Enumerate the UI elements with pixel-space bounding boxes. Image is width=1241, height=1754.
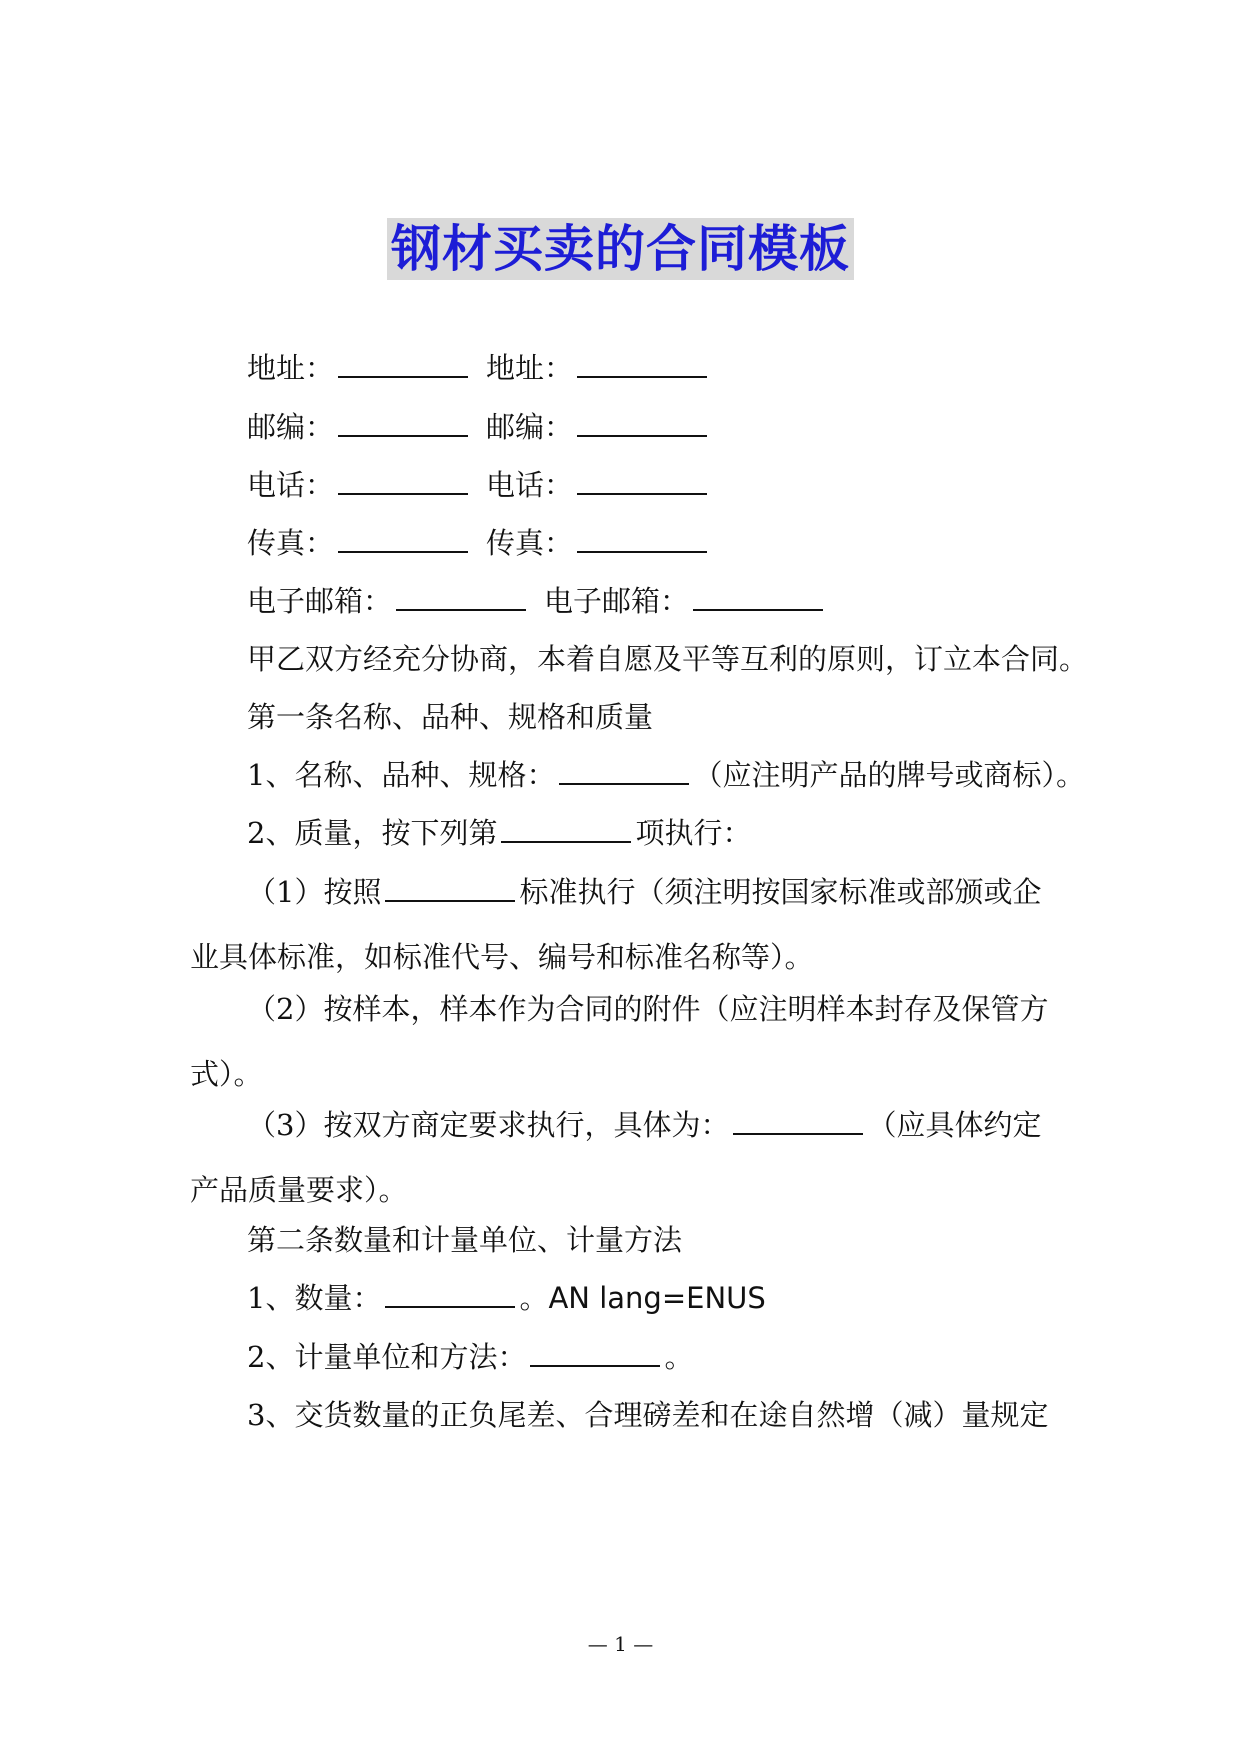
blank-line: [577, 465, 707, 495]
a1-item1: [247, 755, 1127, 795]
article1-heading: 第一条名称、品种、规格和质量: [247, 700, 654, 734]
blank-line: [338, 465, 468, 495]
blank-line: [559, 755, 689, 785]
blank-line: [501, 813, 631, 843]
blank-line: [733, 1105, 863, 1135]
sub2-paragraph: （2）按样本，样本作为合同的附件（应注明样本封存及保管方式）。: [190, 992, 1049, 1091]
field-label: 邮编：: [247, 410, 335, 444]
field-party-b-phone: [486, 465, 711, 505]
a1-item1-prefix: 1、名称、品种、规格：: [247, 758, 556, 792]
blank-line: [530, 1337, 660, 1367]
field-party-a-fax: [247, 523, 472, 563]
field-party-a-address: [247, 348, 472, 388]
blank-line: [396, 581, 526, 611]
intro-paragraph: 甲乙双方经充分协商，本着自愿及平等互利的原则，订立本合同。: [247, 642, 1089, 676]
blank-line: [338, 523, 468, 553]
a2-item1-extra: AN lang=ENUS: [548, 1281, 766, 1315]
article2-heading: 第二条数量和计量单位、计量方法: [247, 1223, 683, 1257]
field-party-a-phone: [247, 465, 472, 505]
field-label: 电子邮箱：: [247, 584, 393, 618]
sub1-paragraph: [190, 860, 1070, 990]
document-title: 钢材买卖的合同模板: [387, 218, 854, 280]
contact-row-phone: [247, 465, 1127, 505]
a2-item2: [247, 1337, 1127, 1377]
field-party-b-postcode: [486, 407, 711, 447]
blank-line: [577, 348, 707, 378]
a2-item3: 3、交货数量的正负尾差、合理磅差和在途自然增（减）量规定: [247, 1398, 1049, 1432]
a2-item2-suffix: 。: [664, 1340, 694, 1374]
a1-item1-suffix: （应注明产品的牌号或商标）。: [693, 758, 1085, 792]
blank-line: [577, 407, 707, 437]
blank-line: [338, 407, 468, 437]
title-wrap: [0, 218, 1241, 280]
a2-item1-prefix: 1、数量：: [247, 1281, 382, 1315]
sub3-suffix: （应具体约定产品质量要求）。: [190, 1108, 1042, 1207]
a1-item2-prefix: 2、质量，按下列第: [247, 816, 498, 850]
sub1-prefix: （1）按照: [247, 875, 382, 909]
field-label: 传真：: [247, 526, 335, 560]
blank-line: [385, 1278, 515, 1308]
field-party-b-fax: [486, 523, 711, 563]
field-party-b-address: [486, 348, 711, 388]
field-label: 电子邮箱：: [544, 584, 690, 618]
a1-item2-suffix: 项执行：: [635, 816, 752, 850]
contact-row-address: [247, 348, 1127, 388]
page-number: — 1 —: [587, 1632, 654, 1656]
field-label: 地址：: [486, 351, 574, 385]
blank-line: [693, 581, 823, 611]
field-label: 电话：: [247, 468, 335, 502]
contact-row-email: [247, 581, 1127, 621]
field-party-b-email: [544, 581, 827, 621]
contact-row-fax: [247, 523, 1127, 563]
a2-item1-suffix: 。: [519, 1281, 549, 1315]
a1-item2: [247, 813, 1127, 853]
field-label: 邮编：: [486, 410, 574, 444]
sub1-suffix: 标准执行（须注明按国家标准或部颁或企业具体标准，如标准代号、编号和标准名称等）。: [190, 875, 1042, 974]
field-label: 电话：: [486, 468, 574, 502]
blank-line: [385, 872, 515, 902]
a2-item1: [247, 1278, 1127, 1318]
a2-item2-prefix: 2、计量单位和方法：: [247, 1340, 527, 1374]
sub3-paragraph: [190, 1093, 1070, 1223]
field-label: 传真：: [486, 526, 574, 560]
field-party-a-postcode: [247, 407, 472, 447]
sub3-prefix: （3）按双方商定要求执行，具体为：: [247, 1108, 730, 1142]
field-party-a-email: [247, 581, 530, 621]
contact-row-postcode: [247, 407, 1127, 447]
blank-line: [338, 348, 468, 378]
field-label: 地址：: [247, 351, 335, 385]
blank-line: [577, 523, 707, 553]
